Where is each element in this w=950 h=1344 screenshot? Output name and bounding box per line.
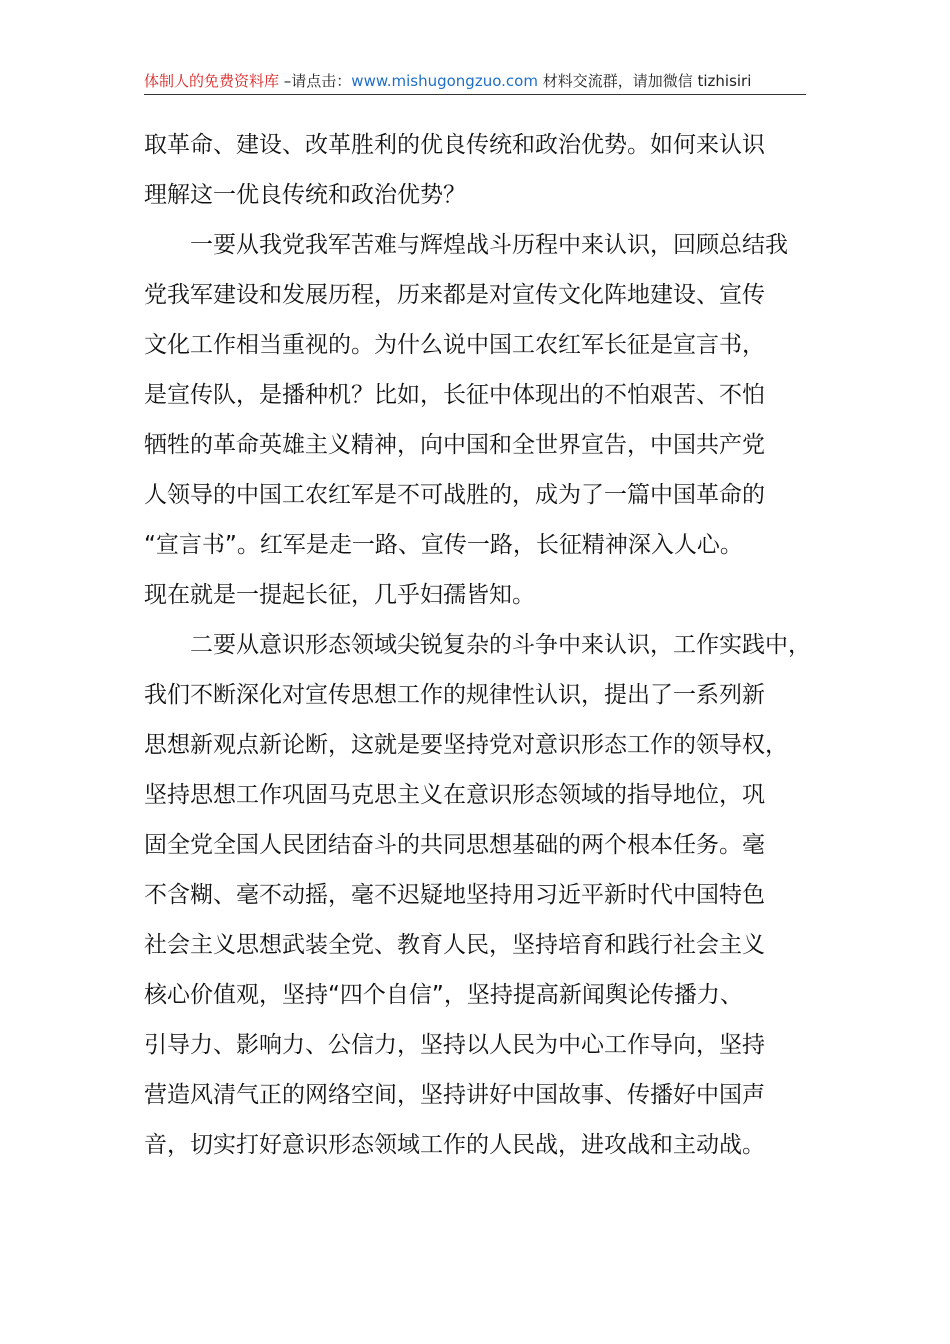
text-line: 人领导的中国工农红军是不可战胜的，成为了一篇中国革命的 bbox=[144, 482, 765, 508]
header-brand: 体制人的免费资料库 bbox=[144, 72, 280, 90]
page-header bbox=[144, 68, 806, 95]
text-line: 社会主义思想武装全党、教育人民，坚持培育和践行社会主义 bbox=[144, 932, 765, 958]
text-line: 现在就是一提起长征，几乎妇孺皆知。 bbox=[144, 582, 535, 608]
text-line: 牺牲的革命英雄主义精神，向中国和全世界宣告，中国共产党 bbox=[144, 432, 765, 458]
text-line: 思想新观点新论断，这就是要坚持党对意识形态工作的领导权， bbox=[144, 732, 788, 758]
text-line: 党我军建设和发展历程，历来都是对宣传文化阵地建设、宣传 bbox=[144, 282, 765, 308]
text-line: 我们不断深化对宣传思想工作的规律性认识，提出了一系列新 bbox=[144, 682, 765, 708]
text-line: 音，切实打好意识形态领域工作的人民战，进攻战和主动战。 bbox=[144, 1132, 765, 1158]
text-line: 固全党全国人民团结奋斗的共同思想基础的两个根本任务。毫 bbox=[144, 832, 765, 858]
text-line: 引导力、影响力、公信力，坚持以人民为中心工作导向，坚持 bbox=[144, 1032, 765, 1058]
text-line: 坚持思想工作巩固马克思主义在意识形态领域的指导地位，巩 bbox=[144, 782, 765, 808]
header-contact-info: 材料交流群，请加微信 tizhisiri bbox=[537, 72, 752, 90]
text-line: 一要从我党我军苦难与辉煌战斗历程中来认识，回顾总结我 bbox=[144, 232, 788, 258]
header-click-prompt: –请点击： bbox=[279, 72, 352, 90]
text-line: 营造风清气正的网络空间，坚持讲好中国故事、传播好中国声 bbox=[144, 1082, 765, 1108]
text-line: 不含糊、毫不动摇，毫不迟疑地坚持用习近平新时代中国特色 bbox=[144, 882, 765, 908]
text-line: 二要从意识形态领域尖锐复杂的斗争中来认识，工作实践中， bbox=[144, 632, 811, 658]
text-line: 理解这一优良传统和政治优势？ bbox=[144, 182, 466, 208]
text-line: 是宣传队，是播种机？比如，长征中体现出的不怕艰苦、不怕 bbox=[144, 382, 765, 408]
text-line: 取革命、建设、改革胜利的优良传统和政治优势。如何来认识 bbox=[144, 132, 765, 158]
document-body bbox=[144, 120, 844, 1170]
text-line: 文化工作相当重视的。为什么说中国工农红军长征是宣言书， bbox=[144, 332, 765, 358]
text-line: “宣言书”。红军是走一路、宣传一路，长征精神深入人心。 bbox=[144, 532, 743, 558]
text-line: 核心价值观，坚持“四个自信”，坚持提高新闻舆论传播力、 bbox=[144, 982, 743, 1008]
header-url-link[interactable]: www.mishugongzuo.com bbox=[351, 72, 538, 90]
